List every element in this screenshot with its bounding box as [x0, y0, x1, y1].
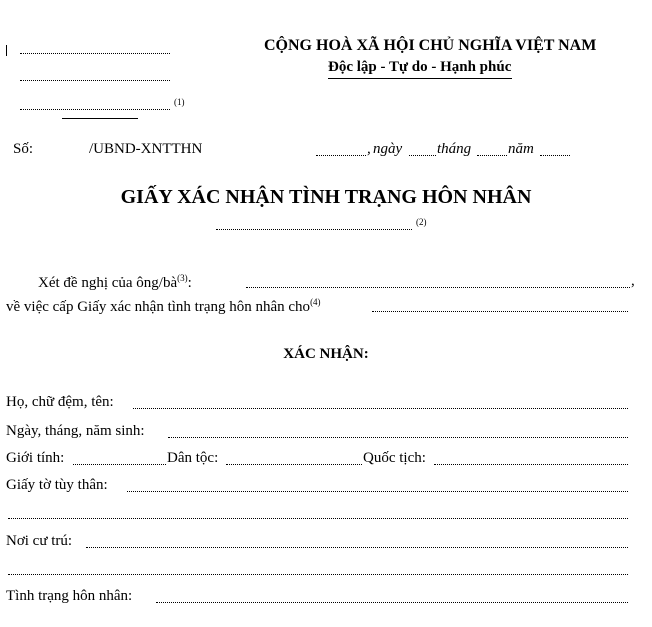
- request-colon: :: [187, 275, 192, 291]
- field-full-name-label: Họ, chữ đệm, tên:: [6, 394, 114, 410]
- date-year-label: năm: [508, 141, 534, 157]
- section-title: XÁC NHẬN:: [283, 346, 369, 362]
- request-note-1: (3): [177, 273, 188, 283]
- request-note-2: (4): [310, 297, 321, 307]
- left-header-cursor-mark: [6, 45, 7, 56]
- field-gender-label: Giới tính:: [6, 450, 65, 466]
- field-nationality-line: [434, 464, 628, 465]
- request-text-2: về việc cấp Giấy xác nhận tình trạng hôn nhân cho: [6, 299, 311, 315]
- field-residence-line: [86, 547, 628, 548]
- national-motto: Độc lập - Tự do - Hạnh phúc: [328, 59, 512, 75]
- field-id-papers-line-2: [8, 518, 628, 519]
- motto-underline: [328, 78, 512, 79]
- field-id-papers-line: [127, 491, 628, 492]
- field-birth-date-label: Ngày, tháng, năm sinh:: [6, 423, 145, 439]
- date-place-line: [316, 155, 366, 156]
- country-name: CỘNG HOÀ XÃ HỘI CHỦ NGHĨA VIỆT NAM: [264, 37, 597, 54]
- left-header-note: (1): [174, 97, 185, 107]
- doc-number-code: /UBND-XNTTHN: [89, 141, 203, 157]
- field-marital-status-line: [156, 602, 628, 603]
- request-line-2-dots: [372, 311, 628, 312]
- field-gender-line: [73, 464, 166, 465]
- field-marital-status-label: Tình trạng hôn nhân:: [6, 588, 133, 604]
- field-id-papers-label: Giấy tờ tùy thân:: [6, 477, 108, 493]
- field-full-name-line: [133, 408, 628, 409]
- field-residence-line-2: [8, 574, 628, 575]
- date-year-line: [540, 155, 570, 156]
- field-birth-date-line: [168, 437, 628, 438]
- title-note: (2): [416, 217, 427, 227]
- request-line-1-dots: [246, 287, 630, 288]
- left-header-underline: [62, 118, 138, 119]
- field-ethnicity-label: Dân tộc:: [167, 450, 219, 466]
- date-month-label: tháng: [437, 141, 472, 157]
- doc-number-label: Số:: [13, 141, 34, 157]
- left-header-line-1: [20, 53, 170, 54]
- left-header-line-2: [20, 80, 170, 81]
- field-residence-label: Nơi cư trú:: [6, 533, 73, 549]
- request-comma: ,: [631, 273, 635, 289]
- left-header-line-3: [20, 109, 170, 110]
- date-month-line: [477, 155, 507, 156]
- date-day-label: ngày: [373, 141, 403, 157]
- field-nationality-label: Quốc tịch:: [363, 450, 426, 466]
- title-sub-line: [216, 229, 412, 230]
- date-comma: ,: [367, 141, 371, 157]
- date-day-line: [409, 155, 436, 156]
- field-ethnicity-line: [226, 464, 362, 465]
- request-line-2: [6, 297, 321, 316]
- request-text-1: Xét đề nghị của ông/bà: [38, 275, 178, 291]
- document-title: GIẤY XÁC NHẬN TÌNH TRẠNG HÔN NHÂN: [120, 186, 532, 208]
- request-line-1: [38, 273, 192, 292]
